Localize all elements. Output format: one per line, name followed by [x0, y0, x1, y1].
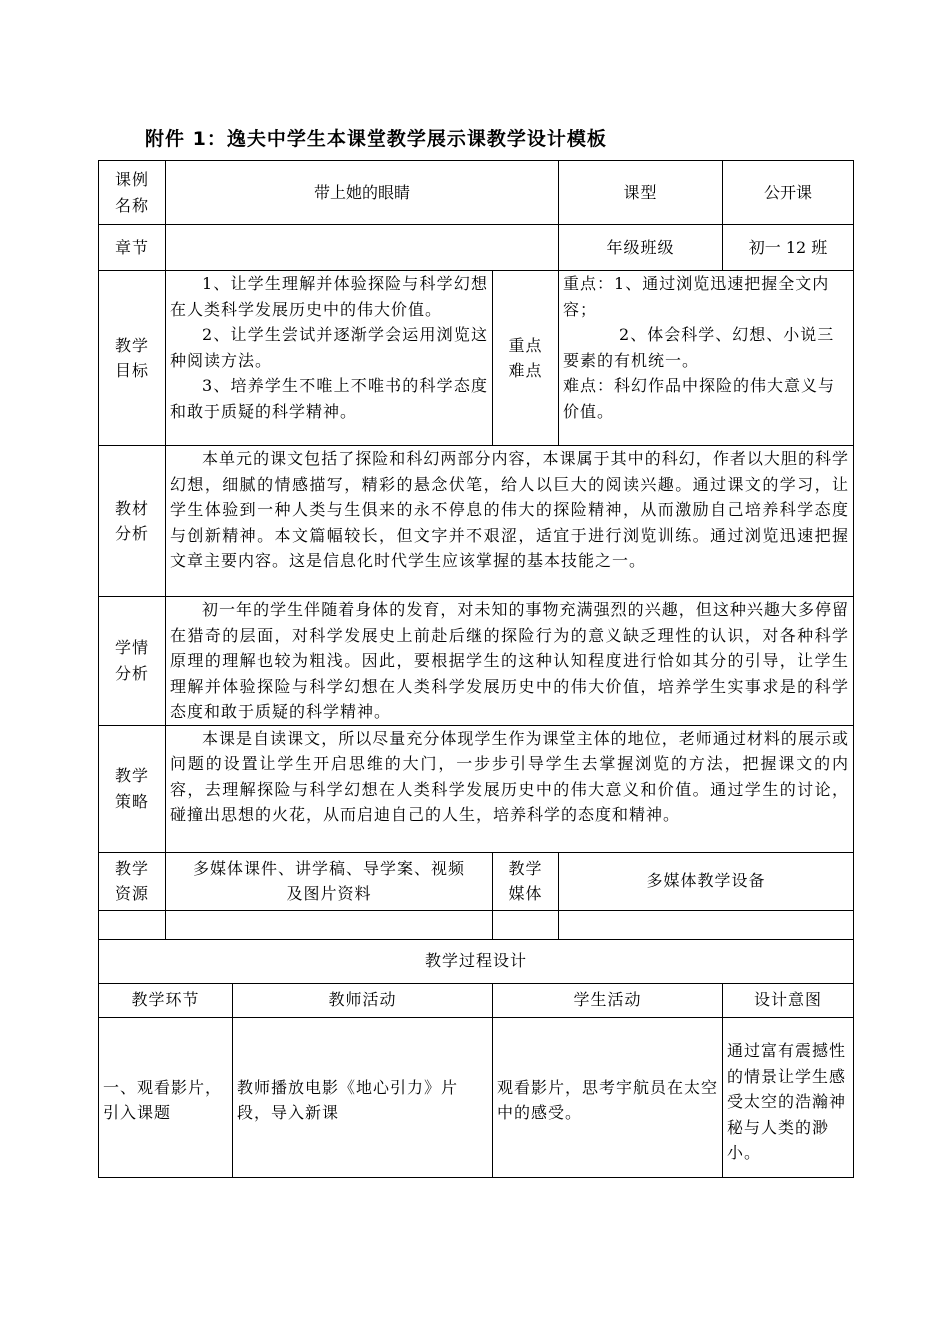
difficulty-point: 难点：科幻作品中探险的伟大意义与价值。 [563, 376, 836, 421]
resources-value [166, 852, 493, 910]
process-header-row [99, 983, 854, 1017]
material-text: 本单元的课文包括了探险和科幻两部分内容，本课属于其中的科幻，作者以大胆的科学幻想，细腻的情感描写，精彩的悬念伏笔，给人以巨大的阅读兴趣。通过课文的学习，让学生体验到一种人类与生俱来的永不停息的伟大的探险精神，从而激励自己培养科学态度与创新精神。本文篇幅较长，但文字并不艰涩，适宜于进行浏览训练。通过浏览迅速把握文章主要内容。这是信息化时代学生应该掌握的基本技能之一。 [170, 449, 850, 570]
strategy-label [99, 725, 166, 852]
strategy-text: 本课是自读课文，所以尽量充分体现学生作为课堂主体的地位，老师通过材料的展示或问题的设置让学生开启思维的大门，一步步引导学生去掌握浏览的方法，把握课文的内容，去理解探险与科学幻想在人类科学发展历史中的伟大意义和价值。通过学生的讨论，碰撞出思想的火花，从而启迪自己的人生，培养科学的态度和精神。 [170, 728, 850, 824]
process-student: 观看影片，思考宇航员在太空中的感受。 [493, 1017, 723, 1177]
goal-2: 2、让学生尝试并逐渐学会运用浏览这种阅读方法。 [170, 325, 488, 370]
lesson-name-label [99, 161, 166, 225]
chapter-label: 章节 [99, 225, 166, 271]
empty-cell [493, 910, 559, 939]
material-content [166, 446, 854, 597]
key-difficulty-content [559, 271, 854, 446]
students-label [99, 597, 166, 726]
lesson-type-value: 公开课 [723, 161, 854, 225]
label-line: 课例 [114, 170, 149, 189]
grade-value: 初一 12 班 [723, 225, 854, 271]
empty-cell [99, 910, 166, 939]
resources-label [99, 852, 166, 910]
material-row [99, 446, 854, 597]
media-label [493, 852, 559, 910]
label-line: 重点 [508, 335, 543, 355]
students-text: 初一年的学生伴随着身体的发育，对未知的事物充满强烈的兴趣，但这种兴趣大多停留在猎奇的层面，对科学发展史上前赴后继的探险行为的意义缺乏理性的认识，对各种科学原理的理解也较为粗浅。因此，要根据学生的这种认知程度进行恰如其分的引导，让学生理解并体验探险与科学幻想在人类科学发展历史中的伟大价值，培养学生实事求是的科学态度和敢于质疑的科学精神。 [170, 600, 850, 721]
goals-content [166, 271, 493, 446]
goals-row [99, 271, 854, 446]
empty-cell [559, 910, 854, 939]
label-line: 教学 [114, 766, 149, 785]
process-teacher: 教师播放电影《地心引力》片段，导入新课 [233, 1017, 493, 1177]
label-line: 分析 [114, 524, 149, 543]
lesson-type-label: 课型 [559, 161, 723, 225]
goal-1: 1、让学生理解并体验探险与科学幻想在人类科学发展历史中的伟大价值。 [170, 274, 488, 319]
material-label [99, 446, 166, 597]
process-heading-row [99, 939, 854, 983]
label-line: 目标 [114, 361, 149, 380]
label-line: 教学 [508, 858, 543, 878]
key-difficulty-label [493, 271, 559, 446]
goal-3: 3、培养学生不唯上不唯书的科学态度和敢于质疑的科学精神。 [170, 376, 488, 421]
goals-label [99, 271, 166, 446]
label-line: 难点 [508, 361, 543, 380]
key-point-1: 重点：1、通过浏览迅速把握全文内容； [563, 274, 830, 319]
chapter-row [99, 225, 854, 271]
media-value: 多媒体教学设备 [559, 852, 854, 910]
col-student-header: 学生活动 [493, 983, 723, 1017]
label-line: 分析 [114, 663, 149, 683]
label-line: 策略 [114, 791, 149, 811]
page-title: 附件 1：逸夫中学生本课堂教学展示课教学设计模板 [145, 128, 607, 150]
col-teacher-header: 教师活动 [233, 983, 493, 1017]
lesson-design-table [98, 160, 854, 1178]
label-line: 教材 [114, 498, 149, 518]
col-stage-header: 教学环节 [99, 983, 233, 1017]
col-intent-header: 设计意图 [723, 983, 854, 1017]
empty-cell [166, 910, 493, 939]
empty-row [99, 910, 854, 939]
resources-line-2: 及图片资料 [286, 884, 372, 903]
process-row [99, 1017, 854, 1177]
label-line: 资源 [114, 884, 149, 903]
students-content [166, 597, 854, 726]
lesson-name-row [99, 161, 854, 225]
process-intent: 通过富有震撼性的情景让学生感受太空的浩瀚神秘与人类的渺小。 [723, 1017, 854, 1177]
students-row [99, 597, 854, 726]
process-stage: 一、观看影片，引入课题 [99, 1017, 233, 1177]
strategy-row [99, 725, 854, 852]
label-line: 媒体 [508, 884, 543, 903]
grade-label: 年级班级 [559, 225, 723, 271]
resources-row [99, 852, 854, 910]
process-heading: 教学过程设计 [99, 939, 854, 983]
label-line: 名称 [114, 195, 149, 215]
label-line: 教学 [114, 335, 149, 355]
label-line: 教学 [114, 858, 149, 878]
key-point-2: 2、体会科学、幻想、小说三要素的有机统一。 [563, 325, 835, 370]
strategy-content [166, 725, 854, 852]
resources-line-1: 多媒体课件、讲学稿、导学案、视频 [192, 858, 465, 878]
chapter-value [166, 225, 559, 271]
label-line: 学情 [114, 638, 149, 658]
lesson-name-value: 带上她的眼睛 [166, 161, 559, 225]
